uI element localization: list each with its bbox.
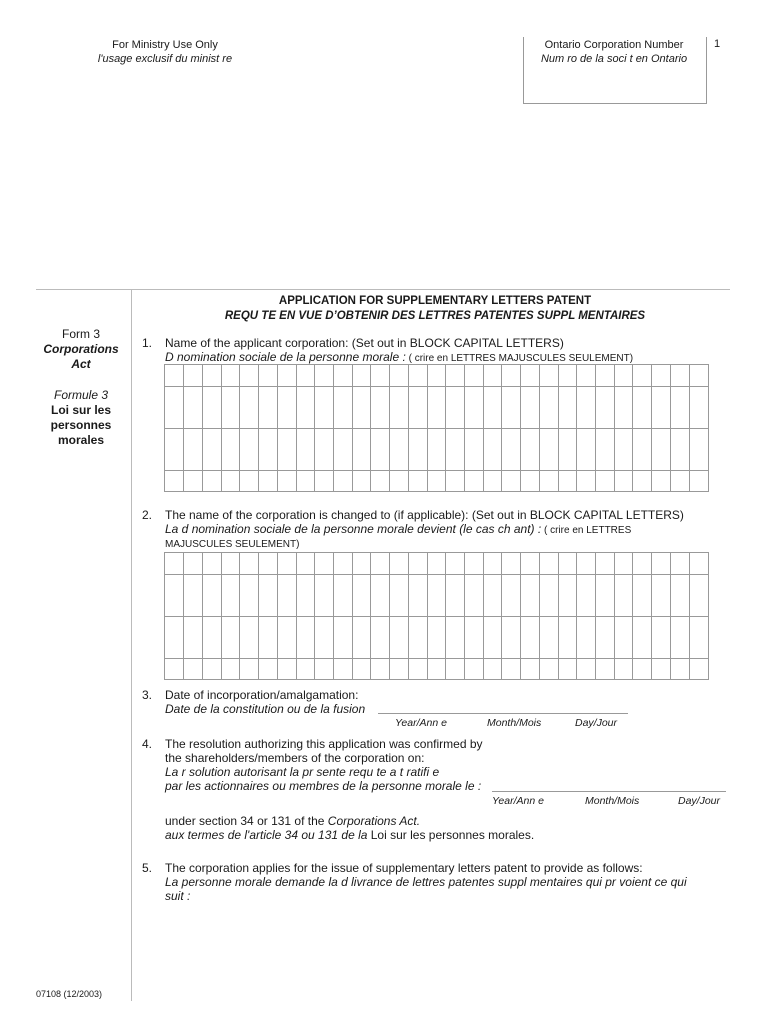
letter-box[interactable] <box>521 616 540 658</box>
letter-box[interactable] <box>408 365 427 386</box>
q1-number: 1. <box>142 336 153 350</box>
letter-box[interactable] <box>240 574 259 616</box>
q4-number: 4. <box>142 737 153 751</box>
letter-box[interactable] <box>221 470 240 491</box>
letter-box[interactable] <box>315 386 334 428</box>
letter-box[interactable] <box>371 574 390 616</box>
q4-date-field[interactable] <box>492 791 726 792</box>
letter-box[interactable] <box>689 553 708 574</box>
letter-box[interactable] <box>371 386 390 428</box>
letter-box[interactable] <box>333 658 352 679</box>
letter-box[interactable] <box>315 365 334 386</box>
letter-box[interactable] <box>577 574 596 616</box>
letter-box[interactable] <box>446 428 465 470</box>
letter-box[interactable] <box>259 428 278 470</box>
letter-box[interactable] <box>184 386 203 428</box>
letter-box[interactable] <box>202 386 221 428</box>
letter-box[interactable] <box>184 365 203 386</box>
letter-box[interactable] <box>483 386 502 428</box>
letter-box[interactable] <box>277 428 296 470</box>
letter-box[interactable] <box>352 616 371 658</box>
letter-box[interactable] <box>390 428 409 470</box>
letter-box[interactable] <box>427 428 446 470</box>
q5-number: 5. <box>142 861 153 875</box>
letter-box[interactable] <box>352 470 371 491</box>
letter-box[interactable] <box>502 616 521 658</box>
letter-box[interactable] <box>427 365 446 386</box>
letter-box[interactable] <box>614 658 633 679</box>
letter-box[interactable] <box>184 428 203 470</box>
letter-box[interactable] <box>465 553 484 574</box>
letter-box[interactable] <box>202 574 221 616</box>
letter-box[interactable] <box>689 386 708 428</box>
letter-box[interactable] <box>165 386 184 428</box>
act-name-fr-2: personnes <box>50 418 112 432</box>
letter-box[interactable] <box>165 365 184 386</box>
letter-box[interactable] <box>502 574 521 616</box>
letter-box[interactable] <box>633 365 652 386</box>
letter-box[interactable] <box>521 365 540 386</box>
letter-box[interactable] <box>240 658 259 679</box>
letter-box[interactable] <box>577 616 596 658</box>
q5-label <box>165 861 725 903</box>
letter-box[interactable] <box>446 616 465 658</box>
letter-box[interactable] <box>558 616 577 658</box>
letter-box[interactable] <box>259 365 278 386</box>
letter-box[interactable] <box>390 574 409 616</box>
letter-box[interactable] <box>202 428 221 470</box>
letter-box[interactable] <box>259 553 278 574</box>
letter-box[interactable] <box>277 386 296 428</box>
letter-box[interactable] <box>539 658 558 679</box>
letter-box[interactable] <box>240 470 259 491</box>
form-title <box>140 294 730 324</box>
letter-box[interactable] <box>689 470 708 491</box>
letter-box[interactable] <box>277 658 296 679</box>
letter-box[interactable] <box>165 470 184 491</box>
act-name-fr-1: Loi sur les <box>50 403 112 417</box>
q4-under-en-act: Corporations Act. <box>327 814 421 828</box>
letter-box[interactable] <box>614 553 633 574</box>
letter-box[interactable] <box>670 574 689 616</box>
letter-box[interactable] <box>596 365 615 386</box>
letter-box[interactable] <box>333 365 352 386</box>
letter-box[interactable] <box>221 658 240 679</box>
letter-box[interactable] <box>296 428 315 470</box>
letter-box[interactable] <box>165 574 184 616</box>
letter-box[interactable] <box>539 428 558 470</box>
letter-box[interactable] <box>259 386 278 428</box>
letter-box[interactable] <box>483 658 502 679</box>
letter-box[interactable] <box>558 386 577 428</box>
letter-box[interactable] <box>202 553 221 574</box>
letter-box[interactable] <box>465 658 484 679</box>
letter-box[interactable] <box>315 470 334 491</box>
q2-name-grid[interactable] <box>164 552 709 680</box>
letter-box[interactable] <box>240 386 259 428</box>
letter-box[interactable] <box>577 553 596 574</box>
letter-box[interactable] <box>521 428 540 470</box>
form-number-fr: Formule 3 <box>53 388 109 402</box>
letter-box[interactable] <box>259 470 278 491</box>
letter-box[interactable] <box>521 574 540 616</box>
letter-box[interactable] <box>446 574 465 616</box>
letter-box[interactable] <box>521 658 540 679</box>
letter-box[interactable] <box>315 428 334 470</box>
letter-box[interactable] <box>408 553 427 574</box>
q4-year-label: Year/Ann e <box>492 795 544 807</box>
letter-box[interactable] <box>652 658 671 679</box>
ministry-use-en: For Ministry Use Only <box>112 39 218 51</box>
letter-box[interactable] <box>259 574 278 616</box>
letter-box[interactable] <box>614 386 633 428</box>
letter-box[interactable] <box>465 428 484 470</box>
horizontal-divider <box>36 289 730 290</box>
letter-box[interactable] <box>277 553 296 574</box>
vertical-divider <box>131 289 132 1001</box>
q4-label-en-2: the shareholders/members of the corporation on: <box>165 751 425 765</box>
letter-box[interactable] <box>465 616 484 658</box>
letter-box[interactable] <box>390 658 409 679</box>
q5-label-fr-2: suit : <box>165 889 191 903</box>
letter-box[interactable] <box>240 553 259 574</box>
letter-box[interactable] <box>427 553 446 574</box>
letter-box[interactable] <box>352 386 371 428</box>
letter-box[interactable] <box>259 658 278 679</box>
letter-box[interactable] <box>483 470 502 491</box>
letter-box[interactable] <box>483 616 502 658</box>
letter-box[interactable] <box>652 553 671 574</box>
letter-box[interactable] <box>390 365 409 386</box>
letter-box[interactable] <box>352 428 371 470</box>
q3-label-fr: Date de la constitution ou de la fusion <box>165 702 366 716</box>
q2-label-fr-note: ( crire en LETTRES <box>541 525 632 536</box>
letter-box[interactable] <box>408 470 427 491</box>
letter-box[interactable] <box>577 428 596 470</box>
letter-box[interactable] <box>221 574 240 616</box>
letter-box[interactable] <box>558 574 577 616</box>
letter-box[interactable] <box>652 616 671 658</box>
letter-box[interactable] <box>221 365 240 386</box>
letter-box[interactable] <box>408 616 427 658</box>
letter-box[interactable] <box>352 574 371 616</box>
letter-box[interactable] <box>165 658 184 679</box>
letter-box[interactable] <box>558 428 577 470</box>
title-fr: REQU TE EN VUE D’OBTENIR DES LETTRES PATENTES SUPPL MENTAIRES <box>224 310 646 322</box>
letter-box[interactable] <box>465 574 484 616</box>
act-name-fr-3: morales <box>57 433 105 447</box>
letter-box[interactable] <box>315 574 334 616</box>
q1-label-fr-note: ( crire en LETTRES MAJUSCULES SEULEMENT) <box>405 353 634 364</box>
letter-box[interactable] <box>502 365 521 386</box>
ontario-corporation-number-label <box>523 38 705 66</box>
letter-box[interactable] <box>558 365 577 386</box>
letter-box[interactable] <box>296 386 315 428</box>
letter-box[interactable] <box>502 470 521 491</box>
letter-box[interactable] <box>577 386 596 428</box>
letter-box[interactable] <box>614 574 633 616</box>
letter-box[interactable] <box>577 658 596 679</box>
q1-label-en: Name of the applicant corporation: (Set out in BLOCK CAPITAL LETTERS) <box>165 336 564 350</box>
letter-box[interactable] <box>333 470 352 491</box>
letter-box[interactable] <box>689 428 708 470</box>
act-name-en-2: Act <box>71 357 91 371</box>
letter-box[interactable] <box>689 658 708 679</box>
letter-box[interactable] <box>277 616 296 658</box>
letter-box[interactable] <box>446 365 465 386</box>
letter-box[interactable] <box>539 574 558 616</box>
letter-box[interactable] <box>596 553 615 574</box>
letter-box[interactable] <box>202 658 221 679</box>
letter-box[interactable] <box>221 553 240 574</box>
letter-box[interactable] <box>633 428 652 470</box>
letter-box[interactable] <box>184 658 203 679</box>
letter-box[interactable] <box>689 574 708 616</box>
letter-box[interactable] <box>352 553 371 574</box>
letter-box[interactable] <box>539 365 558 386</box>
letter-box[interactable] <box>670 365 689 386</box>
letter-box[interactable] <box>446 386 465 428</box>
letter-box[interactable] <box>352 658 371 679</box>
letter-box[interactable] <box>539 386 558 428</box>
q3-month-label: Month/Mois <box>487 717 542 729</box>
letter-box[interactable] <box>465 386 484 428</box>
q2-label-fr: La d nomination sociale de la personne morale devient (le cas ch ant) : <box>165 522 542 536</box>
letter-box[interactable] <box>371 365 390 386</box>
letter-box[interactable] <box>296 470 315 491</box>
letter-box[interactable] <box>483 428 502 470</box>
letter-box[interactable] <box>184 470 203 491</box>
letter-box[interactable] <box>483 553 502 574</box>
letter-box[interactable] <box>596 386 615 428</box>
letter-box[interactable] <box>333 553 352 574</box>
letter-box[interactable] <box>483 365 502 386</box>
letter-box[interactable] <box>390 553 409 574</box>
letter-box[interactable] <box>652 365 671 386</box>
q5-label-en: The corporation applies for the issue of supplementary letters patent to provide as follows: <box>165 861 643 875</box>
letter-box[interactable] <box>521 553 540 574</box>
letter-box[interactable] <box>670 470 689 491</box>
letter-box[interactable] <box>539 553 558 574</box>
q3-year-label: Year/Ann e <box>395 717 447 729</box>
form-sidebar <box>36 327 126 448</box>
q2-number: 2. <box>142 508 153 522</box>
letter-box[interactable] <box>633 658 652 679</box>
letter-box[interactable] <box>296 365 315 386</box>
q1-name-grid[interactable] <box>164 364 709 492</box>
q5-label-fr-1: La personne morale demande la d livrance de lettres patentes suppl mentaires qui pr voient ce qui <box>165 875 687 889</box>
letter-box[interactable] <box>221 386 240 428</box>
letter-box[interactable] <box>521 470 540 491</box>
letter-box[interactable] <box>277 470 296 491</box>
q3-day-label: Day/Jour <box>575 717 618 729</box>
letter-box[interactable] <box>633 616 652 658</box>
letter-box[interactable] <box>371 616 390 658</box>
letter-box[interactable] <box>202 470 221 491</box>
letter-box[interactable] <box>652 470 671 491</box>
letter-box[interactable] <box>596 428 615 470</box>
letter-box[interactable] <box>652 574 671 616</box>
letter-box[interactable] <box>333 574 352 616</box>
letter-box[interactable] <box>165 553 184 574</box>
letter-box[interactable] <box>240 616 259 658</box>
q2-label-fr-note-2: MAJUSCULES SEULEMENT) <box>165 539 300 550</box>
ministry-use-fr: l'usage exclusif du minist re <box>97 53 233 65</box>
q4-label-fr-2: par les actionnaires ou membres de la personne morale le : <box>165 779 482 793</box>
letter-box[interactable] <box>221 428 240 470</box>
form-number-en: Form 3 <box>61 327 100 341</box>
letter-box[interactable] <box>446 470 465 491</box>
letter-box[interactable] <box>296 553 315 574</box>
ocn-label-en: Ontario Corporation Number <box>544 39 684 51</box>
q3-label <box>165 688 725 716</box>
q1-label-fr: D nomination sociale de la personne morale : <box>165 350 406 364</box>
letter-box[interactable] <box>633 574 652 616</box>
letter-box[interactable] <box>465 365 484 386</box>
letter-box[interactable] <box>446 658 465 679</box>
letter-box[interactable] <box>502 553 521 574</box>
letter-box[interactable] <box>202 616 221 658</box>
letter-box[interactable] <box>165 616 184 658</box>
letter-box[interactable] <box>240 365 259 386</box>
page-number: 1 <box>714 38 721 50</box>
letter-box[interactable] <box>259 616 278 658</box>
letter-box[interactable] <box>596 658 615 679</box>
letter-box[interactable] <box>670 616 689 658</box>
letter-box[interactable] <box>390 616 409 658</box>
letter-box[interactable] <box>408 574 427 616</box>
letter-box[interactable] <box>670 658 689 679</box>
letter-box[interactable] <box>465 470 484 491</box>
letter-box[interactable] <box>333 428 352 470</box>
letter-box[interactable] <box>427 658 446 679</box>
letter-box[interactable] <box>502 658 521 679</box>
letter-box[interactable] <box>371 470 390 491</box>
letter-box[interactable] <box>502 386 521 428</box>
form-code: 07108 (12/2003) <box>36 989 103 999</box>
letter-box[interactable] <box>277 574 296 616</box>
letter-box[interactable] <box>184 616 203 658</box>
letter-box[interactable] <box>184 574 203 616</box>
letter-box[interactable] <box>539 470 558 491</box>
q4-section-reference <box>165 814 725 842</box>
q3-number: 3. <box>142 688 153 702</box>
letter-box[interactable] <box>633 386 652 428</box>
letter-box[interactable] <box>670 428 689 470</box>
letter-box[interactable] <box>315 658 334 679</box>
letter-box[interactable] <box>371 428 390 470</box>
q4-label <box>165 737 725 793</box>
letter-box[interactable] <box>333 616 352 658</box>
letter-box[interactable] <box>596 574 615 616</box>
ministry-use-label <box>90 38 240 66</box>
letter-box[interactable] <box>652 386 671 428</box>
q4-label-en-1: The resolution authorizing this application was confirmed by <box>165 737 483 751</box>
letter-box[interactable] <box>614 428 633 470</box>
letter-box[interactable] <box>539 616 558 658</box>
q1-label <box>165 336 725 366</box>
letter-box[interactable] <box>202 365 221 386</box>
letter-box[interactable] <box>670 386 689 428</box>
q2-label <box>165 508 725 552</box>
letter-box[interactable] <box>577 365 596 386</box>
title-en: APPLICATION FOR SUPPLEMENTARY LETTERS PATENT <box>278 295 592 307</box>
letter-box[interactable] <box>689 365 708 386</box>
letter-box[interactable] <box>427 386 446 428</box>
letter-box[interactable] <box>614 365 633 386</box>
letter-box[interactable] <box>165 428 184 470</box>
letter-box[interactable] <box>670 553 689 574</box>
letter-box[interactable] <box>483 574 502 616</box>
letter-box[interactable] <box>446 553 465 574</box>
letter-box[interactable] <box>390 386 409 428</box>
letter-box[interactable] <box>502 428 521 470</box>
letter-box[interactable] <box>277 365 296 386</box>
q4-under-fr: aux termes de l'article 34 ou 131 de la <box>165 828 371 842</box>
letter-box[interactable] <box>521 386 540 428</box>
letter-box[interactable] <box>558 658 577 679</box>
ocn-label-fr: Num ro de la soci t en Ontario <box>540 53 688 65</box>
letter-box[interactable] <box>315 553 334 574</box>
letter-box[interactable] <box>296 574 315 616</box>
q4-label-fr-1: La r solution autorisant la pr sente requ te a t ratifi e <box>165 765 440 779</box>
q4-under-en: under section 34 or 131 of the <box>165 814 328 828</box>
letter-box[interactable] <box>596 616 615 658</box>
letter-box[interactable] <box>333 386 352 428</box>
letter-box[interactable] <box>240 428 259 470</box>
q3-date-field[interactable] <box>378 713 628 714</box>
letter-box[interactable] <box>689 616 708 658</box>
letter-box[interactable] <box>633 470 652 491</box>
act-name-en-1: Corporations <box>43 342 119 356</box>
letter-box[interactable] <box>614 470 633 491</box>
letter-box[interactable] <box>427 574 446 616</box>
letter-box[interactable] <box>352 365 371 386</box>
letter-box[interactable] <box>633 553 652 574</box>
letter-box[interactable] <box>558 553 577 574</box>
q5-provisions-area[interactable] <box>164 910 724 990</box>
letter-box[interactable] <box>221 616 240 658</box>
letter-box[interactable] <box>596 470 615 491</box>
letter-box[interactable] <box>408 386 427 428</box>
letter-box[interactable] <box>427 470 446 491</box>
q4-day-label: Day/Jour <box>678 795 721 807</box>
letter-box[interactable] <box>614 616 633 658</box>
letter-box[interactable] <box>390 470 409 491</box>
q4-under-fr-law: Loi sur les personnes morales. <box>370 828 535 842</box>
letter-box[interactable] <box>296 616 315 658</box>
letter-box[interactable] <box>652 428 671 470</box>
letter-box[interactable] <box>315 616 334 658</box>
q3-label-en: Date of incorporation/amalgamation: <box>165 688 359 702</box>
letter-box[interactable] <box>577 470 596 491</box>
q2-label-en: The name of the corporation is changed to (if applicable): (Set out in BLOCK CAPITAL LETTERS) <box>165 508 684 522</box>
letter-box[interactable] <box>558 470 577 491</box>
letter-box[interactable] <box>408 428 427 470</box>
q4-month-label: Month/Mois <box>585 795 640 807</box>
letter-box[interactable] <box>371 553 390 574</box>
letter-box[interactable] <box>184 553 203 574</box>
letter-box[interactable] <box>427 616 446 658</box>
letter-box[interactable] <box>296 658 315 679</box>
letter-box[interactable] <box>408 658 427 679</box>
letter-box[interactable] <box>371 658 390 679</box>
